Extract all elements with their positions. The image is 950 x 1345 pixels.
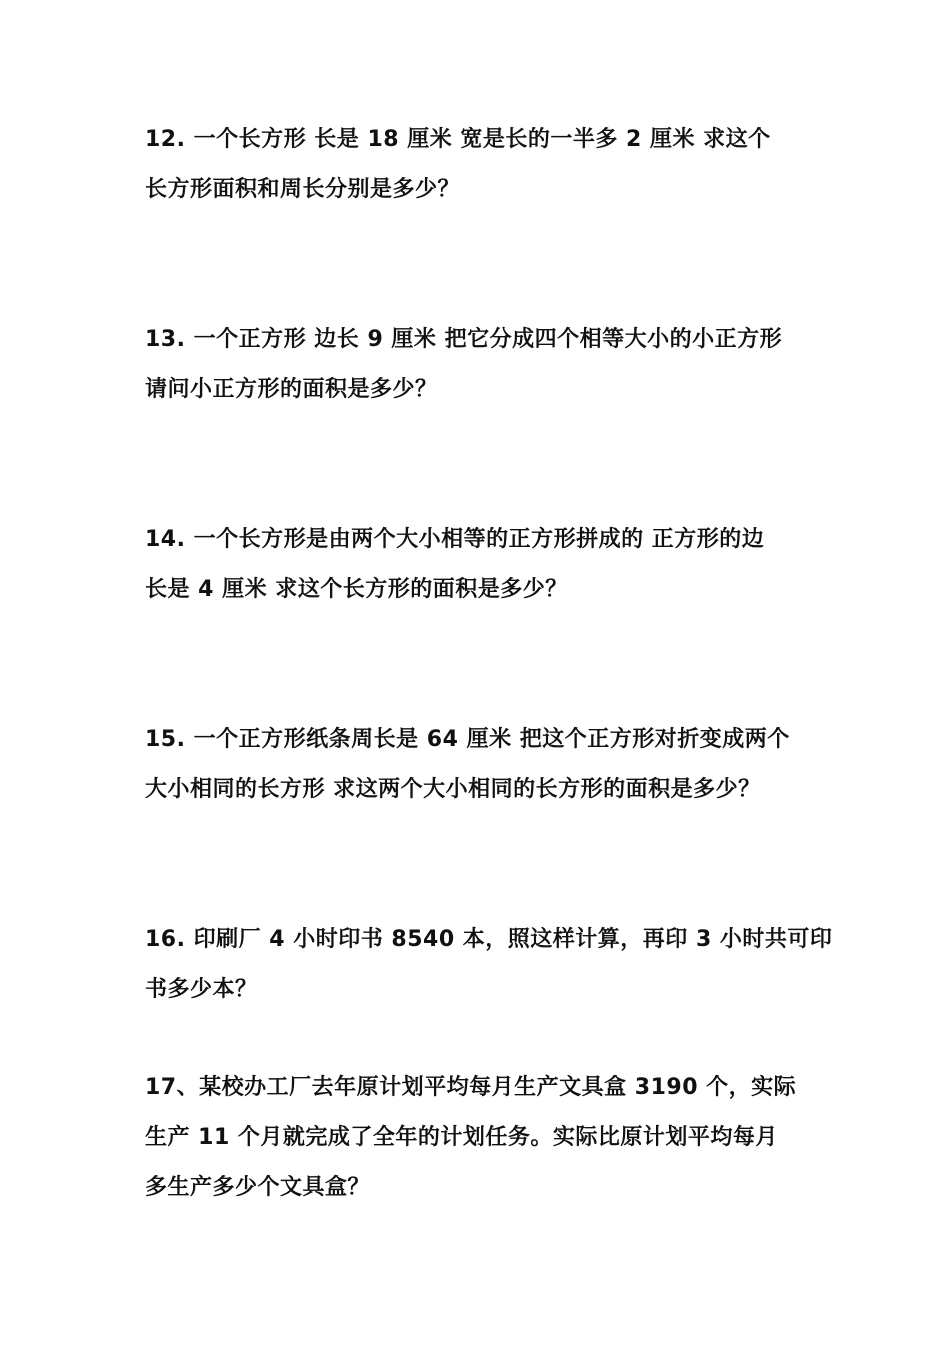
problem-14-line-2: 长是 4 厘米 求这个长方形的面积是多少？ — [145, 577, 568, 602]
problem-13-line-2: 请问小正方形的面积是多少？ — [145, 377, 438, 402]
problem-14-line-1: 14. 一个长方形是由两个大小相等的正方形拼成的 正方形的边 — [145, 527, 765, 552]
problem-15 — [145, 715, 825, 815]
problem-12-line-1: 12. 一个长方形 长是 18 厘米 宽是长的一半多 2 厘米 求这个 — [145, 127, 771, 152]
problem-16-line-2: 书多少本？ — [145, 977, 258, 1002]
problem-13 — [145, 315, 825, 415]
problem-12 — [145, 115, 825, 215]
problem-17 — [145, 1063, 825, 1213]
problem-17-line-1: 17、某校办工厂去年原计划平均每月生产文具盒 3190 个，实际 — [145, 1075, 797, 1100]
problem-15-line-2: 大小相同的长方形 求这两个大小相同的长方形的面积是多少？ — [145, 777, 761, 802]
problem-17-line-3: 多生产多少个文具盒？ — [145, 1175, 371, 1200]
problem-15-line-1: 15. 一个正方形纸条周长是 64 厘米 把这个正方形对折变成两个 — [145, 727, 790, 752]
problem-16 — [145, 915, 833, 1015]
problem-16-line-1: 16. 印刷厂 4 小时印书 8540 本，照这样计算，再印 3 小时共可印 — [145, 927, 833, 952]
problem-14 — [145, 515, 825, 615]
problem-12-line-2: 长方形面积和周长分别是多少？ — [145, 177, 461, 202]
problem-17-line-2: 生产 11 个月就完成了全年的计划任务。实际比原计划平均每月 — [145, 1125, 778, 1150]
problem-13-line-1: 13. 一个正方形 边长 9 厘米 把它分成四个相等大小的小正方形 — [145, 327, 783, 352]
